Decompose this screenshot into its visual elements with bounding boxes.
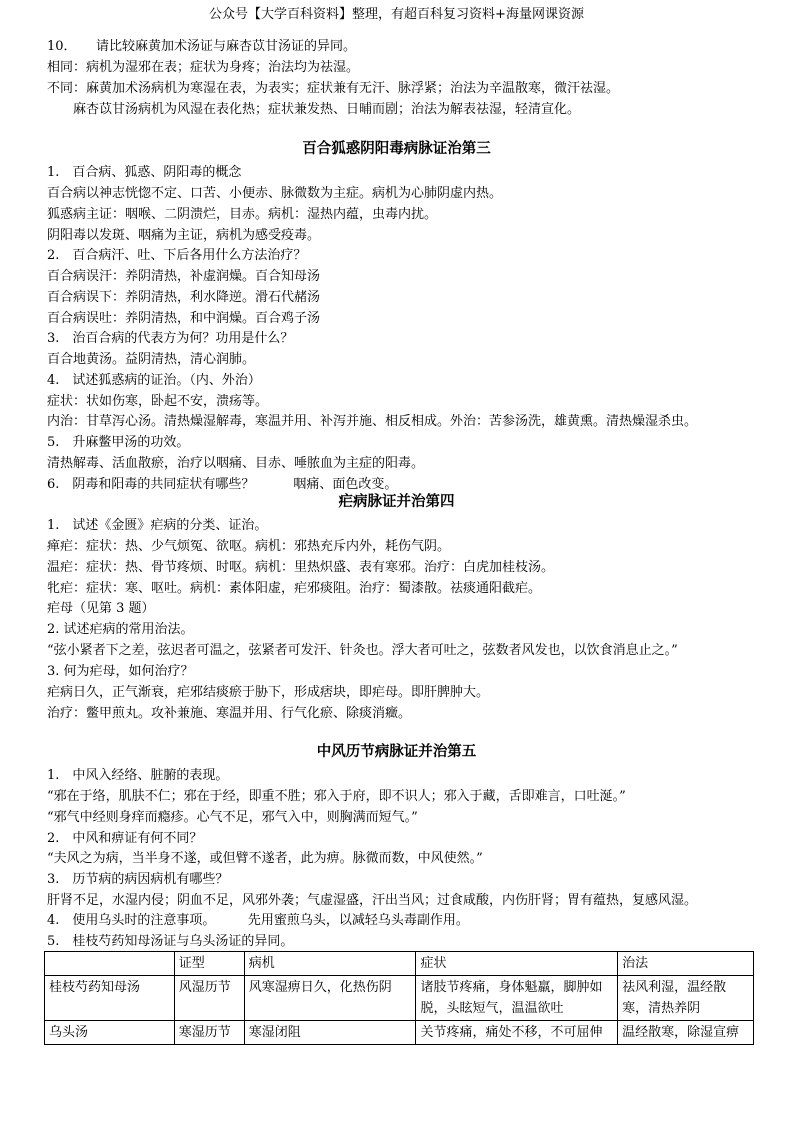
text-line: 4. 试述狐惑病的证治。（内、外治）	[47, 373, 261, 388]
text-line: “邪气中经则身痒而瘾疹。心气不足，邪气入中，则胸满而短气。”	[47, 810, 418, 825]
table-header-cell: 证型	[174, 952, 244, 976]
text-line: 症状：状如伤寒，卧起不安，溃疡等。	[47, 394, 269, 409]
text-line: 1. 中风入经络、脏腑的表现。	[47, 768, 229, 783]
text-line: 内治：甘草泻心汤。清热燥湿解毒，寒温并用、补泻并施、相反相成。外治：苦参汤洗，雄黄熏。清热燥湿杀虫。	[47, 414, 698, 429]
text-line: 2. 中风和痹证有何不同？	[47, 831, 203, 846]
text-line: 阴阳毒以发斑、咽痛为主证，病机为感受疫毒。	[47, 228, 321, 243]
table-row	[45, 976, 754, 1021]
table-header-cell: 病机	[244, 952, 416, 976]
text-line: 10． 请比较麻黄加术汤证与麻杏苡甘汤证的异同。	[47, 39, 357, 54]
table-cell: 温经散寒，除湿宣痹	[618, 1021, 754, 1045]
text-line: 1. 试述《金匮》疟病的分类、证治。	[47, 518, 268, 533]
section-title: 疟病脉证并治第四	[338, 494, 455, 510]
text-line: 百合病以神志恍惚不定、口苦、小便赤、脉微数为主症。病机为心肺阴虚内热。	[47, 186, 503, 201]
section-title: 中风历节病脉证并治第五	[316, 744, 477, 760]
text-line: 清热解毒、活血散瘀，治疗以咽痛、目赤、唾脓血为主症的阳毒。	[47, 456, 425, 471]
text-line: “邪在于络，肌肤不仁；邪在于经，即重不胜；邪入于府，即不识人；邪入于藏，舌即难言，口吐涎。”	[47, 789, 626, 804]
text-line: 4. 使用乌头时的注意事项。 先用蜜煎乌头，以减轻乌头毒副作用。	[47, 913, 469, 928]
text-line: 2. 百合病汗、吐、下后各用什么方法治疗？	[47, 248, 307, 263]
text-line: 肝肾不足，水湿内侵；阴血不足，风邪外袭；气虚湿盛，汗出当风；过食咸酸，内伤肝肾；胃有蕴热，复感风湿。	[47, 893, 698, 908]
text-line: 3. 何为疟母，如何治疗？	[47, 664, 194, 679]
text-line: 5. 升麻鳖甲汤的功效。	[47, 435, 190, 450]
text-line: 不同：麻黄加术汤病机为寒湿在表，为表实；症状兼有无汗、脉浮紧；治法为辛温散寒，微汗祛湿。	[47, 81, 620, 96]
text-line: 温疟：症状：热、骨节疼烦、时呕。病机：里热炽盛、表有寒邪。治疗：白虎加桂枝汤。	[47, 560, 555, 575]
text-line: 麻杏苡甘汤病机为风湿在表化热；症状兼发热、日晡而剧；治法为解表祛湿，轻清宣化。	[47, 102, 581, 117]
table-cell: 寒湿历节	[174, 1021, 244, 1045]
table-row	[45, 1021, 754, 1045]
text-line: 3. 治百合病的代表方为何？功用是什么？	[47, 331, 294, 346]
text-line: 牝疟：症状：寒、呕吐。病机：素体阳虚，疟邪痰阻。治疗：蜀漆散。祛痰通阳截疟。	[47, 581, 542, 596]
text-line: 3. 历节病的病因病机有哪些？	[47, 872, 229, 887]
text-line: 百合病误汗：养阴清热，补虚润燥。百合知母汤	[47, 269, 321, 284]
table-cell: 诸肢节疼痛，身体魁羸，脚肿如脱，头眩短气，温温欲吐	[416, 976, 618, 1021]
text-line: 疟母（见第 3 题）	[47, 601, 155, 616]
text-line: “弦小紧者下之差，弦迟者可温之，弦紧者可发汗、针灸也。浮大者可吐之，弦数者风发也，以饮食消息止之。”	[47, 643, 678, 658]
table-cell: 风寒湿痹日久，化热伤阴	[244, 976, 416, 1021]
text-line: 百合病误下：养阴清热，利水降逆。滑石代赭汤	[47, 290, 321, 305]
text-line: “夫风之为病，当半身不遂，或但臂不遂者，此为痹。脉微而数，中风使然。”	[47, 851, 483, 866]
text-line: 狐惑病主证：咽喉、二阴溃烂，目赤。病机：湿热内蕴，虫毒内扰。	[47, 207, 438, 222]
table-cell: 风湿历节	[174, 976, 244, 1021]
text-line: 百合病误吐：养阴清热，和中润燥。百合鸡子汤	[47, 311, 321, 326]
table-cell: 桂枝芍药知母汤	[45, 976, 175, 1021]
table-header-row	[45, 952, 754, 976]
table-header-cell: 症状	[416, 952, 618, 976]
text-line: 疟病日久，正气渐衰，疟邪结痰瘀于胁下，形成痞块，即疟母。即肝脾肿大。	[47, 685, 490, 700]
text-line: 百合地黄汤。益阴清热，清心润肺。	[47, 352, 256, 367]
page-header: 公众号【大学百科资料】整理，有超百科复习资料+海量网课资源	[209, 7, 584, 22]
text-line: 2. 试述疟病的常用治法。	[47, 622, 194, 637]
text-line: 治疗：鳖甲煎丸。攻补兼施、寒温并用、行气化瘀、除痰消癥。	[47, 706, 412, 721]
comparison-table	[44, 951, 754, 1045]
table-cell: 寒湿闭阻	[244, 1021, 416, 1045]
table-header-cell	[45, 952, 175, 976]
section-title: 百合狐惑阴阳毒病脉证治第三	[302, 141, 491, 157]
text-line: 瘅疟：症状：热、少气烦冤、欲呕。病机：邪热充斥内外，耗伤气阴。	[47, 539, 451, 554]
text-line: 1. 百合病、狐惑、阴阳毒的概念	[47, 165, 242, 180]
text-line: 6. 阴毒和阳毒的共同症状有哪些？ 咽痛、面色改变。	[47, 477, 398, 492]
table-cell: 祛风利湿，温经散寒，清热养阴	[618, 976, 754, 1021]
table-cell: 关节疼痛，痛处不移，不可屈伸	[416, 1021, 618, 1045]
table-cell: 乌头汤	[45, 1021, 175, 1045]
text-line: 5. 桂枝芍药知母汤证与乌头汤证的异同。	[47, 934, 294, 949]
table-header-cell: 治法	[618, 952, 754, 976]
text-line: 相同：病机为湿邪在表；症状为身疼；治法均为祛湿。	[47, 60, 360, 75]
